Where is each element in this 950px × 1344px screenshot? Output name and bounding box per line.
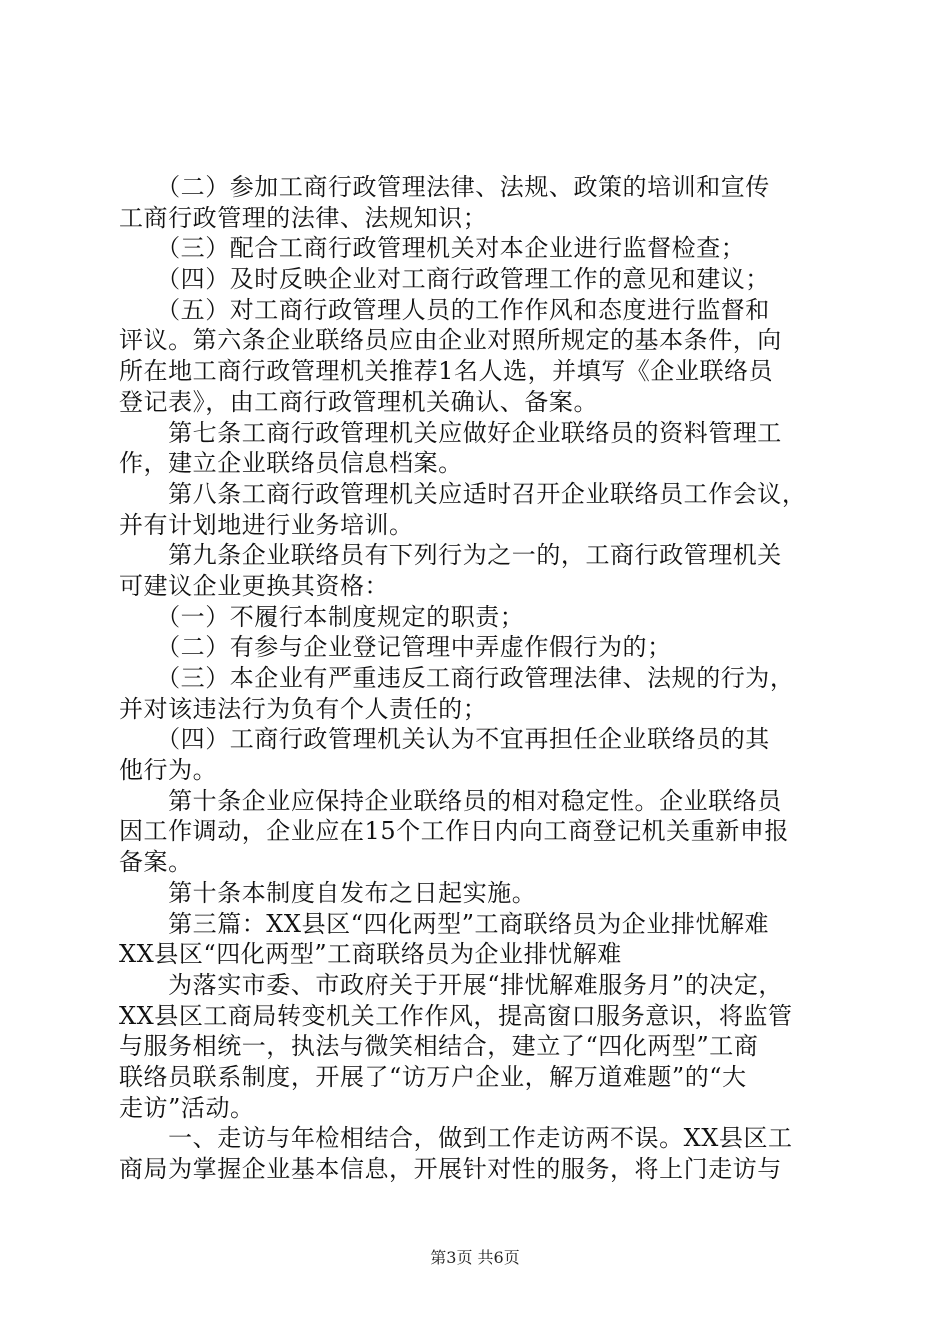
text-line: 联络员联系制度，开展了“访万户企业，解万道难题”的“大 bbox=[119, 1062, 747, 1091]
text-line: 第七条工商行政管理机关应做好企业联络员的资料管理工 bbox=[119, 418, 782, 447]
text-line: 第三篇：XX县区“四化两型”工商联络员为企业排忧解难 bbox=[119, 909, 770, 938]
text-line: 所在地工商行政管理机关推荐1名人选，并填写《企业联络员 bbox=[119, 357, 774, 386]
text-line: （二）参加工商行政管理法律、法规、政策的培训和宣传 bbox=[119, 173, 770, 201]
text-line: XX县区工商局转变机关工作作风，提高窗口服务意识，将监管 bbox=[119, 1001, 793, 1030]
document-body bbox=[119, 172, 834, 1185]
text-line: 备案。 bbox=[119, 848, 193, 877]
text-line: 因工作调动，企业应在15个工作日内向工商登记机关重新申报 bbox=[119, 817, 789, 846]
text-line: 并有计划地进行业务培训。 bbox=[119, 510, 414, 539]
text-line: 第九条企业联络员有下列行为之一的，工商行政管理机关 bbox=[119, 541, 782, 570]
text-line: 登记表》，由工商行政管理机关确认、备案。 bbox=[119, 387, 598, 416]
text-line: 第十条企业应保持企业联络员的相对稳定性。企业联络员 bbox=[119, 786, 782, 815]
text-line: 并对该违法行为负有个人责任的； bbox=[119, 694, 488, 723]
text-line: 作，建立企业联络员信息档案。 bbox=[119, 449, 463, 478]
text-line: （五）对工商行政管理人员的工作作风和态度进行监督和 bbox=[119, 295, 770, 324]
text-line: XX县区“四化两型”工商联络员为企业排忧解难 bbox=[119, 940, 622, 969]
text-line: （一）不履行本制度规定的职责； bbox=[119, 602, 525, 631]
text-line: （四）工商行政管理机关认为不宜再担任企业联络员的其 bbox=[119, 725, 770, 754]
text-line: 一、走访与年检相结合，做到工作走访两不误。XX县区工 bbox=[119, 1124, 793, 1153]
text-line: （三）本企业有严重违反工商行政管理法律、法规的行为， bbox=[119, 664, 795, 692]
text-line: 走访”活动。 bbox=[119, 1093, 255, 1122]
text-line: （四）及时反映企业对工商行政管理工作的意见和建议； bbox=[119, 265, 770, 294]
text-line: 第八条工商行政管理机关应适时召开企业联络员工作会议， bbox=[119, 479, 807, 508]
text-line: 与服务相统一，执法与微笑相结合，建立了“四化两型”工商 bbox=[119, 1032, 759, 1061]
text-line: 可建议企业更换其资格： bbox=[119, 571, 390, 600]
text-line: 评议。第六条企业联络员应由企业对照所规定的基本条件，向 bbox=[119, 326, 782, 355]
text-line: 商局为掌握企业基本信息，开展针对性的服务，将上门走访与 bbox=[119, 1155, 782, 1183]
text-line: 他行为。 bbox=[119, 756, 218, 785]
page-number-footer: 第3页 共6页 bbox=[430, 1248, 520, 1267]
text-line: （三）配合工商行政管理机关对本企业进行监督检查； bbox=[119, 234, 746, 263]
text-line: 第十条本制度自发布之日起实施。 bbox=[119, 878, 537, 907]
text-line: 为落实市委、市政府关于开展“排忧解难服务月”的决定， bbox=[119, 970, 783, 999]
text-line: 工商行政管理的法律、法规知识； bbox=[119, 203, 488, 232]
text-line: （二）有参与企业登记管理中弄虚作假行为的； bbox=[119, 633, 672, 662]
